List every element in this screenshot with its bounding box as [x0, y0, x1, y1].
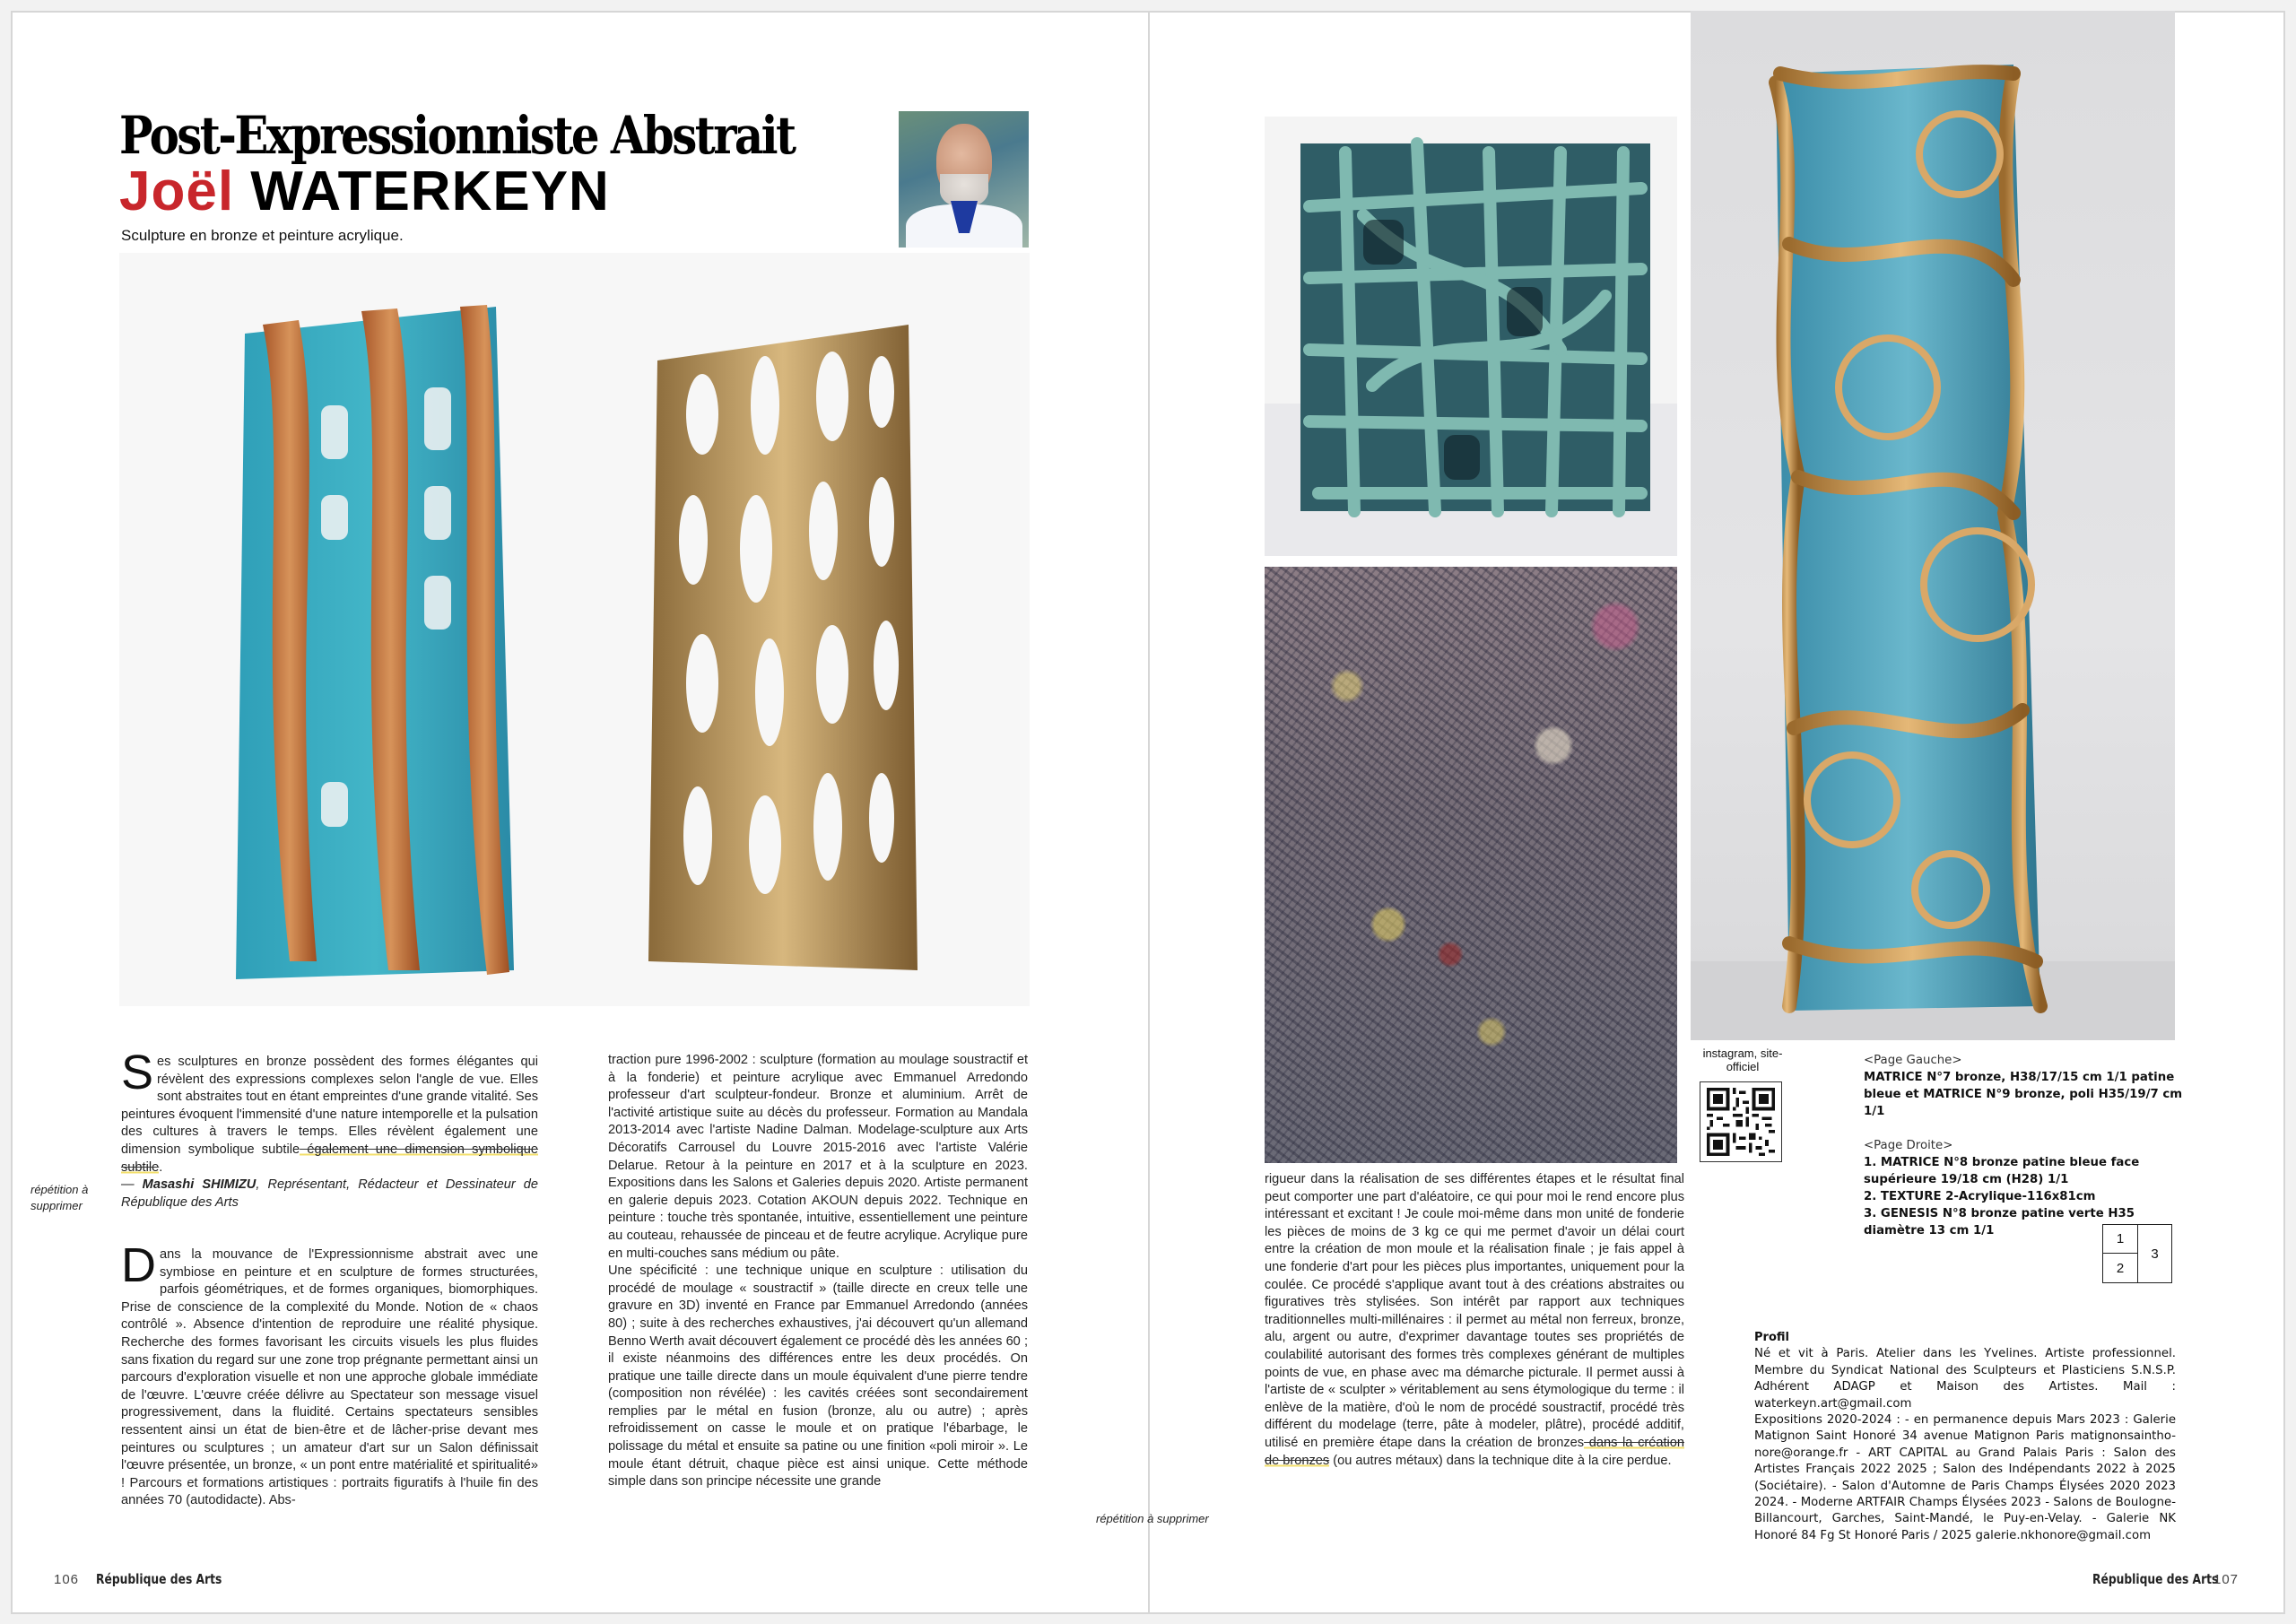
image-layout-key — [2102, 1224, 2172, 1283]
qr-code-icon[interactable] — [1700, 1081, 1782, 1162]
blue-patina-sculpture-image — [209, 280, 532, 997]
genesis-8-sculpture-photo — [1691, 11, 2175, 1040]
article-subtitle: Sculpture en bronze et peinture acrylique. — [121, 227, 404, 244]
artist-portrait-photo — [899, 111, 1029, 248]
texture-2-painting-photo — [1265, 567, 1677, 1163]
caption-left-header: <Page Gauche> — [1864, 1054, 1962, 1067]
cube-sculpture-photo — [1265, 117, 1677, 556]
profile-heading: Profil — [1754, 1331, 1789, 1344]
caption-right-header: <Page Droite> — [1864, 1139, 1953, 1152]
artist-first-name: Joël — [119, 161, 235, 222]
layout-cell-1: 1 — [2103, 1225, 2138, 1254]
caption-item-3: 3. GENESIS N°8 bronze patine verte H35 diamètre 13 cm 1/1 — [1864, 1207, 2135, 1238]
body-column-1: Dans la mouvance de l'Expressionnisme abstrait avec une symbiose en peinture et en sculpture de formes structurées, parfois géométriques, et de formes organiques, biomorphiques. Prise de conscience de la complexité du Monde. Notion de « chaos contrôlé ». Absence d'intention de reproduire une réalité physique. Recherche des formes favorisant les circuits visuels les plus fluides sans fixation du regard sur une zone trop prégnante permettant ainsi un parcours d'exploration visuelle et non une approche globale immédiate de l'œuvre. L'œuvre créée délivre au Spectateur son message visuel progressivement, dans la fluidité. Certains spectateurs sensibles ressentent ainsi un état de bien-être et de lâcher-prise devant mes peintures ou sculptures ; un amateur d'art sur un Salon définissait l'œuvre présentée, un bronze, « un pont entre matérialité et spiritualité» ! Parcours et formations artistiques : portraits figuratifs à l'huile fin des années 70 (autodidacte). Abs- — [121, 1238, 538, 1508]
profile-block — [1754, 1330, 2176, 1544]
artist-last-name: WATERKEYN — [250, 161, 610, 222]
hero-sculpture-photo — [119, 253, 1030, 1006]
magazine-name-left: République des Arts — [96, 1571, 222, 1587]
struck-repetition: également une dimension symbolique subtile — [121, 1142, 538, 1175]
page-number-left: 106 — [54, 1572, 80, 1587]
profile-exhibitions: Expositions 2020-2024 : - en permanence depuis Mars 2023 : Galerie Matignon Saint Honoré 34 avenue Matignon Paris matignonsaintho-nore@orange.fr - ART CAPITAL au Grand Palais Paris : Salon des Artistes Français 2022 2025 ; Salon des Indépendants 2022 à 2025 (Sociétaire). - Salon d'Automne de Paris Champs Élysées 2020 2023 2024. - Moderne ARTFAIR Champs Élysées 2023 - Salons de Boulogne-Billancourt, Garches, Saint-Mandé, le Puy-en-Velay. - Galerie NK Honoré 84 Fg St Honoré Paris / 2025 galerie.nkhonore@gmail.com — [1754, 1413, 2176, 1542]
intro-quote-block: Ses sculptures en bronze possèdent des formes élégantes qui révèlent des expressions complexes selon l'angle de vue. Elles sont abstraites tout en étant empreintes d'une grande vitalité. Ses peintures évoquent l'immensité d'une nature intemporelle et la pulsation des cultures à travers le temps. Elles révèlent également une dimension symbolique subtile également une dimension symbolique subtile. — Masashi SHIMIZU, Représentant, Rédacteur et Dessinateur de République des Arts — [121, 1054, 538, 1211]
layout-cell-2: 2 — [2103, 1254, 2138, 1282]
layout-cell-3: 3 — [2151, 1246, 2159, 1262]
margin-note-left: répétition à supprimer — [30, 1183, 89, 1212]
dropcap-d: D — [121, 1238, 156, 1292]
dropcap-s: S — [121, 1046, 154, 1099]
body-column-2: traction pure 1996-2002 : sculpture (formation au moulage soustractif et à la fonderie) et peinture acrylique avec Emmanuel Arredondo professeur d'art sculpteur-fondeur. Bronze et aluminium. Arrêt de l'activité artistique suite au décès du professeur. Formation au Mandala 2013-2014 avec l'artiste Nadine Dalman. Modelage-sculpture aux Arts Décoratifs Carrousel du Louvre 2015-2016 avec l'artiste Valérie Delarue. Retour à la peinture en 2017 et à la sculpture en 2023. Expositions dans les Salons et Galeries depuis 2020. Artiste permanent en galerie depuis 2023. Cotation AKOUN depuis 2022. Technique en peinture : touche très spontanée, intuitive, essentiellement une peinture au couteau, rehaussée de pinceau et de feutre acrylique. Acrylique pure en multi-couches sans médium ou pâte. Une spécificité : une technique unique en sculpture : utilisation du procédé de moulage « soustractif » (taille directe en creux telle une gravure en 3D) inventé en France par Emmanuel Arredondo (années 80) ; suite à des recherches exhaustives, j'ai découvert qu'un allemand Benno Werth avait découvert également ce procédé dès les années 60 ; il existe néanmoins des différences entre les deux procédés. On pratique une taille directe dans un moule équivalent d'une pierre tendre (composition non révélée) : les cavités créées sont secondairement remplies par le métal en fusion (bronze, alu ou autre) ; après refroidissement on casse le moule et on pratique l'ébarbage, le polissage du métal et ensuite sa patine ou une finition «poli miroir ». Le moule étant détruit, chaque pièce est ainsi unique. Cette méthode simple dans son principe nécessite une grande — [608, 1053, 1028, 1489]
struck-repetition: dans la création de bronzes — [1265, 1435, 1684, 1468]
magazine-name-right: République des Arts — [2092, 1571, 2219, 1587]
polished-bronze-sculpture-image — [639, 307, 926, 988]
genesis-8-image — [1691, 11, 2175, 1040]
qr-label: instagram, site-officiel — [1702, 1046, 1783, 1073]
caption-item-1: 1. MATRICE N°8 bronze patine bleue face supérieure 19/18 cm (H28) 1/1 — [1864, 1156, 2140, 1186]
margin-note-center: répétition à supprimer — [1096, 1512, 1209, 1525]
image-captions — [1864, 1052, 2187, 1239]
matrice-8-image — [1265, 117, 1677, 556]
quote-attribution: — Masashi SHIMIZU, Représentant, Rédacteur et Dessinateur de République des Arts — [121, 1177, 539, 1210]
artist-name — [119, 161, 610, 222]
caption-left-text: MATRICE N°7 bronze, H38/17/15 cm 1/1 patine bleue et MATRICE N°9 bronze, poli H35/19/7 cm 1/1 — [1864, 1071, 2183, 1118]
article-title: Post-Expressionniste Abstrait — [119, 105, 795, 166]
body-column-3: rigueur dans la réalisation de ses différentes étapes et le résultat final peut comporter une part d'aléatoire, ce qui pour moi le rend encore plus intéressant et excitant ! Je coule moi-même dans mon unité de fonderie les pièces de moins de 3 kg ce qui me permet d'avoir un délai court entre la création de mon moule et la réalisation finale ; je fais appel à une fonderie d'art pour les pièces plus importantes, uniquement pour la coulée. Ce procédé s'applique avant tout à des créations abstraites ou figuratives très stylisées. Son intérêt par rapport aux techniques traditionnelles multi-millénaires : il permet au métal non ferreux, bronze, alu, argent ou autre, d'exprimer davantage toutes ses propriétés de coulabilité autorisant des formes très complexes générant de multiples points de vue, en phase avec ma démarche picturale. Il permet aussi à l'artiste de « sculpter » véritablement au sens étymologique du terme : il enlève de la matière, d'où le nom de procédé soustractif, procédé très différent du modelage (terre, pâte à modeler, plâtre), procédé additif, utilisé en première étape dans la création de bronzes dans la création de bronzes (ou autres métaux) dans la technique dite à la cire perdue. — [1265, 1172, 1684, 1468]
page-number-right: 107 — [2213, 1572, 2239, 1587]
caption-item-2: 2. TEXTURE 2-Acrylique-116x81cm — [1864, 1190, 2096, 1203]
profile-text: Né et vit à Paris. Atelier dans les Yvelines. Artiste professionnel. Membre du Syndicat National des Sculpteurs et Plasticiens S.N.S.P. Adhérent ADAGP et Maison des Artistes. Mail : waterkeyn.art@gmail.com — [1754, 1347, 2176, 1411]
